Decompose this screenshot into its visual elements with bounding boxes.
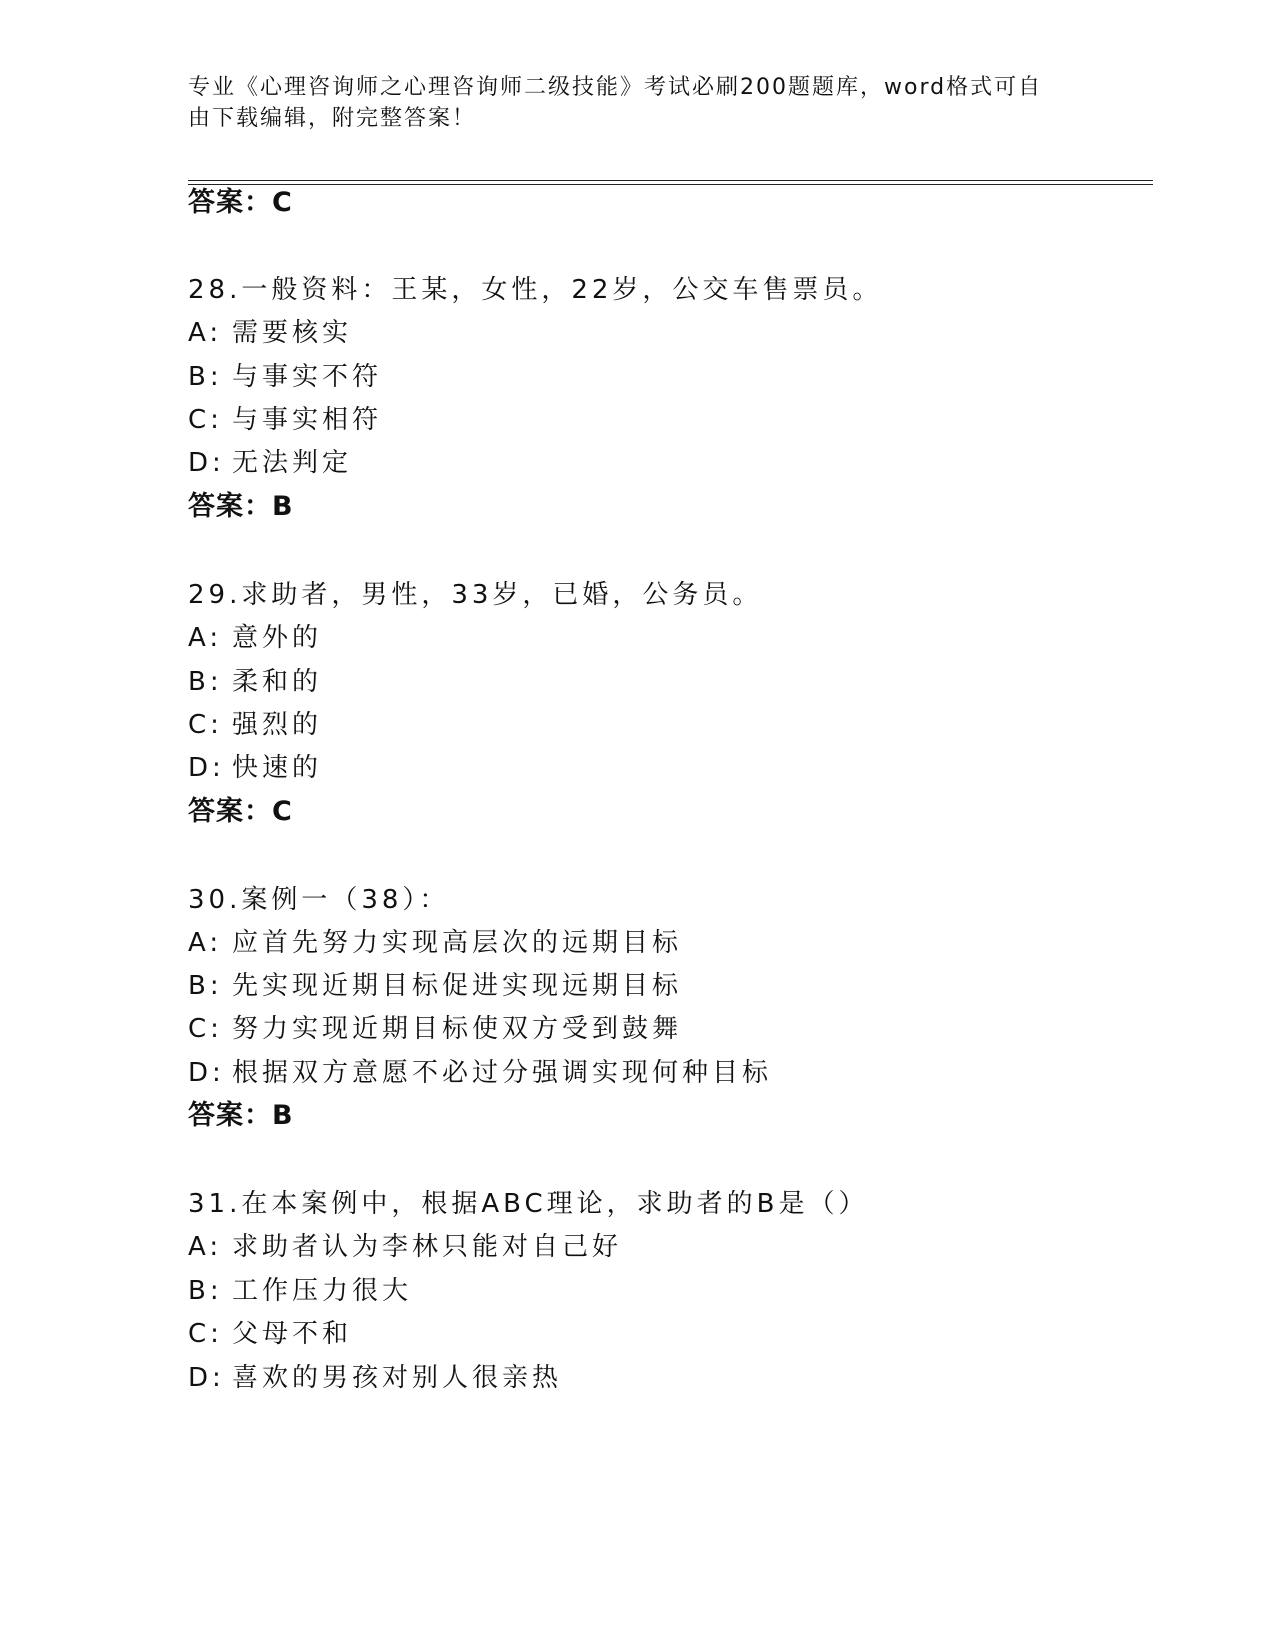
option-d [188, 1361, 562, 1395]
option-text: 强烈的 [232, 710, 323, 740]
option-a [188, 621, 322, 655]
option-text: 努力实现近期目标使双方受到鼓舞 [232, 1014, 683, 1044]
option-text: 父母不和 [232, 1319, 353, 1349]
header-divider-top [188, 180, 1153, 181]
option-text: 应首先努力实现高层次的远期目标 [232, 928, 683, 958]
option-key: D: [188, 1058, 225, 1088]
option-text: 意外的 [232, 623, 323, 653]
option-key: B: [188, 971, 223, 1001]
option-key: B: [188, 667, 223, 697]
option-c [188, 708, 322, 742]
option-key: B: [188, 362, 223, 392]
option-text: 快速的 [232, 753, 323, 783]
question-stem: 29.求助者，男性，33岁，已婚，公务员。 [188, 580, 763, 610]
question-stem: 30.案例一（38）： [188, 885, 450, 915]
header-line-1: 专业《心理咨询师之心理咨询师二级技能》考试必刷200题题库，word格式可自 [188, 75, 1043, 100]
option-b [188, 360, 382, 394]
option-key: D: [188, 1363, 225, 1393]
option-d [188, 1056, 772, 1090]
document-header [188, 72, 1088, 134]
option-c [188, 1012, 682, 1046]
answer-label: 答案：C [188, 796, 293, 827]
option-text: 先实现近期目标促进实现远期目标 [232, 971, 683, 1001]
option-key: C: [188, 1014, 223, 1044]
option-b [188, 1274, 412, 1308]
option-key: A: [188, 318, 223, 348]
option-key: C: [188, 1319, 223, 1349]
option-text: 工作压力很大 [232, 1276, 413, 1306]
option-b [188, 969, 682, 1003]
question-stem: 31.在本案例中，根据ABC理论，求助者的B是（） [188, 1189, 869, 1219]
option-key: A: [188, 1232, 223, 1262]
option-key: D: [188, 448, 225, 478]
header-line-2: 由下载编辑，附完整答案！ [188, 106, 477, 131]
option-d [188, 751, 322, 785]
answer-label: 答案：B [188, 1100, 294, 1131]
option-a [188, 926, 682, 960]
option-text: 柔和的 [232, 667, 323, 697]
answer-label: 答案：C [188, 187, 293, 218]
option-c [188, 1317, 352, 1351]
option-text: 根据双方意愿不必过分强调实现何种目标 [232, 1058, 773, 1088]
option-text: 与事实相符 [232, 405, 383, 435]
option-text: 需要核实 [232, 318, 353, 348]
option-b [188, 665, 322, 699]
question-stem: 28.一般资料：王某，女性，22岁，公交车售票员。 [188, 275, 883, 305]
header-divider-bottom [188, 184, 1153, 185]
option-c [188, 403, 382, 437]
option-text: 与事实不符 [232, 362, 383, 392]
option-key: D: [188, 753, 225, 783]
option-key: C: [188, 405, 223, 435]
option-text: 求助者认为李林只能对自己好 [232, 1232, 623, 1262]
option-a [188, 1230, 622, 1264]
answer-label: 答案：B [188, 491, 294, 522]
option-a [188, 316, 352, 350]
option-key: B: [188, 1276, 223, 1306]
option-key: A: [188, 623, 223, 653]
option-key: A: [188, 928, 223, 958]
option-text: 无法判定 [232, 448, 353, 478]
option-key: C: [188, 710, 223, 740]
option-text: 喜欢的男孩对别人很亲热 [232, 1363, 563, 1393]
option-d [188, 446, 352, 480]
